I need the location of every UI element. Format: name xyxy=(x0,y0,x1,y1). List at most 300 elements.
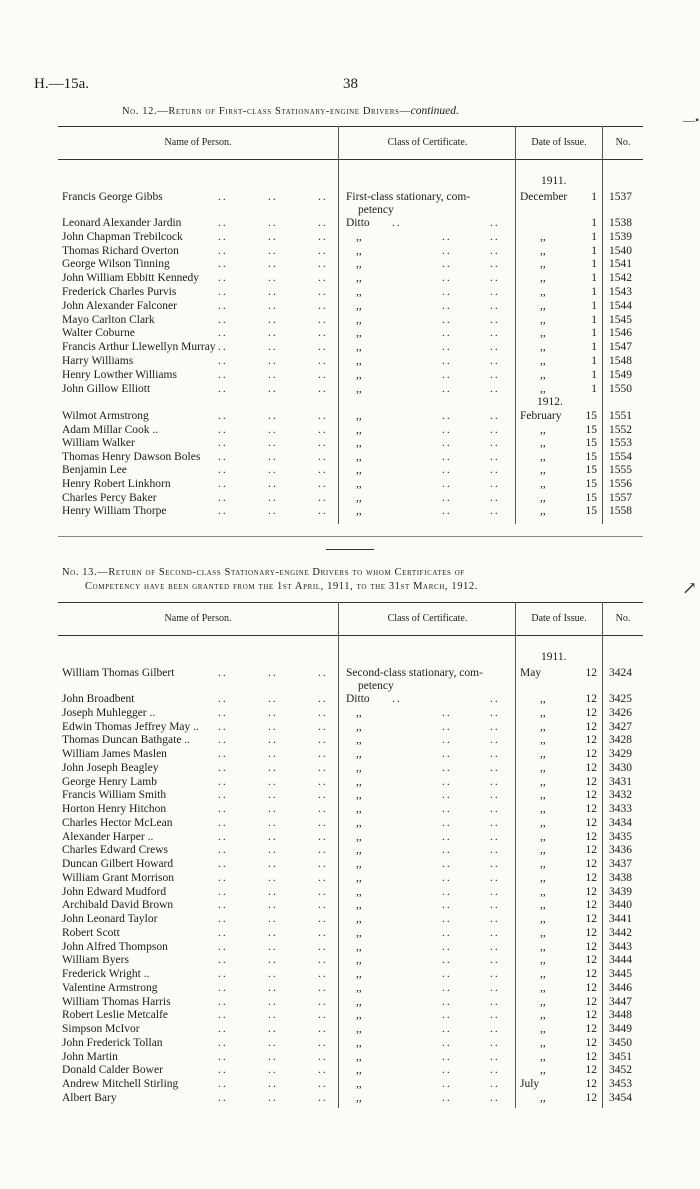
certificate-number: 3443 xyxy=(609,940,632,953)
table-row xyxy=(0,216,700,230)
leader-dots: .. xyxy=(218,230,228,243)
certificate-number: 3436 xyxy=(609,844,632,857)
certificate-number: 3429 xyxy=(609,748,632,760)
certificate-class: ,, xyxy=(356,1036,362,1049)
leader-dots: .. xyxy=(490,244,500,257)
certificate-number: 3433 xyxy=(609,803,632,815)
table-row xyxy=(0,843,700,857)
leader-dots: .. xyxy=(490,368,500,381)
issue-month: ,, xyxy=(540,258,546,271)
leader-dots: .. xyxy=(218,830,228,843)
issue-day: 15 xyxy=(585,464,597,477)
leader-dots: .. xyxy=(318,789,328,802)
certificate-class: ,, xyxy=(356,1009,362,1022)
certificate-number: 1545 xyxy=(609,313,632,326)
issue-day: 12 xyxy=(585,899,597,912)
leader-dots: .. xyxy=(268,816,278,829)
leader-dots: .. xyxy=(442,410,452,422)
issue-day: 12 xyxy=(585,981,597,994)
certificate-number: 1557 xyxy=(609,491,632,504)
certificate-class: ,, xyxy=(356,423,362,436)
leader-dots: .. xyxy=(218,327,228,340)
leader-dots: .. xyxy=(442,230,452,243)
leader-dots: .. xyxy=(318,899,328,912)
leader-dots: .. xyxy=(318,830,328,843)
leader-dots: .. xyxy=(442,491,452,504)
certificate-number: 3450 xyxy=(609,1036,632,1049)
issue-day: 15 xyxy=(585,437,597,450)
issue-day: 12 xyxy=(585,995,597,1008)
page-code: H.—15a. xyxy=(34,76,89,92)
issue-day: 12 xyxy=(585,748,597,760)
table13-col-name: Name of Person. xyxy=(164,613,232,624)
certificate-number: 3447 xyxy=(609,995,632,1008)
table-row xyxy=(0,1091,700,1105)
issue-month: ,, xyxy=(540,693,546,705)
issue-day: 12 xyxy=(585,968,597,980)
leader-dots: .. xyxy=(268,368,278,381)
leader-dots: .. xyxy=(318,995,328,1008)
leader-dots: .. xyxy=(318,748,328,760)
table-row xyxy=(0,436,700,450)
issue-day: 12 xyxy=(585,871,597,884)
leader-dots: .. xyxy=(268,313,278,326)
leader-dots: .. xyxy=(318,968,328,980)
table-row xyxy=(0,190,700,204)
leader-dots: .. xyxy=(268,1078,278,1090)
certificate-class: ,, xyxy=(356,272,362,285)
issue-day: 1 xyxy=(591,327,597,340)
certificate-class: ,, xyxy=(356,954,362,967)
person-name: John Chapman Trebilcock xyxy=(62,230,183,243)
issue-month: ,, xyxy=(540,1023,546,1035)
leader-dots: .. xyxy=(268,803,278,815)
issue-day: 15 xyxy=(585,423,597,436)
table12-header-rule xyxy=(58,159,643,160)
issue-day: 12 xyxy=(585,816,597,829)
issue-month: ,, xyxy=(540,368,546,381)
table12-col-name: Name of Person. xyxy=(164,137,232,148)
leader-dots: .. xyxy=(218,968,228,980)
table13-top-rule xyxy=(58,602,643,603)
issue-month: ,, xyxy=(540,871,546,884)
person-name: Charles Edward Crews xyxy=(62,844,169,857)
issue-day: 12 xyxy=(585,1050,597,1063)
leader-dots: .. xyxy=(218,355,228,367)
leader-dots: .. xyxy=(218,816,228,829)
leader-dots: .. xyxy=(442,899,452,912)
leader-dots: .. xyxy=(490,423,500,436)
leader-dots: .. xyxy=(490,464,500,477)
table-row xyxy=(0,326,700,340)
table-row xyxy=(0,995,700,1009)
leader-dots: .. xyxy=(442,830,452,843)
table-row xyxy=(0,463,700,477)
leader-dots: .. xyxy=(218,410,228,422)
leader-dots: .. xyxy=(268,272,278,285)
leader-dots: .. xyxy=(318,981,328,994)
leader-dots: .. xyxy=(218,981,228,994)
certificate-class: Ditto xyxy=(346,217,370,229)
leader-dots: .. xyxy=(318,1091,328,1104)
certificate-class: ,, xyxy=(356,940,362,953)
leader-dots: .. xyxy=(218,1009,228,1022)
issue-month: ,, xyxy=(540,926,546,939)
leader-dots: .. xyxy=(442,272,452,285)
leader-dots: .. xyxy=(442,940,452,953)
leader-dots: .. xyxy=(268,775,278,788)
page-number: 38 xyxy=(343,76,358,92)
issue-month: ,, xyxy=(540,1036,546,1049)
certificate-number: 3427 xyxy=(609,720,632,733)
leader-dots: .. xyxy=(218,450,228,463)
issue-day: 1 xyxy=(591,382,597,395)
leader-dots: .. xyxy=(218,478,228,490)
issue-day: 12 xyxy=(585,693,597,705)
certificate-class: ,, xyxy=(356,299,362,312)
certificate-number: 1540 xyxy=(609,244,632,257)
person-name: John Frederick Tollan xyxy=(62,1036,163,1049)
certificate-class: ,, xyxy=(356,734,362,747)
issue-month: ,, xyxy=(540,327,546,340)
certificate-class: ,, xyxy=(356,327,362,340)
table-row xyxy=(0,382,700,396)
leader-dots: .. xyxy=(490,748,500,760)
leader-dots: .. xyxy=(490,410,500,422)
leader-dots: .. xyxy=(318,1050,328,1063)
leader-dots: .. xyxy=(318,327,328,340)
leader-dots: .. xyxy=(218,954,228,967)
leader-dots: .. xyxy=(318,1064,328,1077)
issue-day: 1 xyxy=(591,230,597,243)
certificate-number: 1548 xyxy=(609,355,632,367)
leader-dots: .. xyxy=(268,748,278,760)
certificate-number: 1554 xyxy=(609,450,632,463)
person-name: Thomas Duncan Bathgate .. xyxy=(62,734,191,747)
issue-day: 12 xyxy=(585,940,597,953)
leader-dots: .. xyxy=(442,382,452,395)
person-name: William Grant Morrison xyxy=(62,871,174,884)
issue-day: 1 xyxy=(591,341,597,354)
leader-dots: .. xyxy=(318,706,328,719)
person-name: Benjamin Lee xyxy=(62,464,127,477)
person-name: John Alexander Falconer xyxy=(62,299,177,312)
leader-dots: .. xyxy=(218,191,228,203)
issue-day: 15 xyxy=(585,478,597,490)
leader-dots: .. xyxy=(318,491,328,504)
table-row xyxy=(0,244,700,258)
certificate-class: ,, xyxy=(356,437,362,450)
leader-dots: .. xyxy=(490,775,500,788)
leader-dots: .. xyxy=(318,450,328,463)
table-row xyxy=(0,940,700,954)
leader-dots: .. xyxy=(268,1064,278,1077)
issue-month: ,, xyxy=(540,464,546,477)
certificate-number: 3428 xyxy=(609,734,632,747)
certificate-class: ,, xyxy=(356,1023,362,1035)
table13-header-rule xyxy=(58,635,643,636)
issue-month: ,, xyxy=(540,858,546,870)
issue-month: ,, xyxy=(540,437,546,450)
certificate-number: 3445 xyxy=(609,968,632,980)
certificate-number: 3439 xyxy=(609,885,632,898)
leader-dots: .. xyxy=(442,327,452,340)
certificate-number: 1543 xyxy=(609,286,632,298)
leader-dots: .. xyxy=(268,720,278,733)
leader-dots: .. xyxy=(442,871,452,884)
person-name: Simpson McIvor xyxy=(62,1023,140,1035)
issue-month: ,, xyxy=(540,913,546,925)
leader-dots: .. xyxy=(442,913,452,925)
certificate-class: ,, xyxy=(356,478,362,490)
leader-dots: .. xyxy=(268,327,278,340)
leader-dots: .. xyxy=(490,693,500,705)
person-name: Francis George Gibbs xyxy=(62,191,163,203)
certificate-number: 3430 xyxy=(609,761,632,774)
leader-dots: .. xyxy=(318,1036,328,1049)
issue-day: 12 xyxy=(585,803,597,815)
leader-dots: .. xyxy=(218,1036,228,1049)
leader-dots: .. xyxy=(442,1050,452,1063)
certificate-class: ,, xyxy=(356,450,362,463)
certificate-number: 1539 xyxy=(609,230,632,243)
certificate-number: 1552 xyxy=(609,423,632,436)
issue-month: ,, xyxy=(540,478,546,490)
certificate-number: 1551 xyxy=(609,410,632,422)
leader-dots: .. xyxy=(490,954,500,967)
leader-dots: .. xyxy=(442,981,452,994)
person-name: Albert Bary xyxy=(62,1091,117,1104)
certificate-number: 1556 xyxy=(609,478,632,490)
leader-dots: .. xyxy=(268,968,278,980)
issue-day: 12 xyxy=(585,830,597,843)
leader-dots: .. xyxy=(218,885,228,898)
person-name: William Thomas Gilbert xyxy=(62,667,175,679)
leader-dots: .. xyxy=(442,299,452,312)
table-row xyxy=(0,230,700,244)
certificate-number: 1553 xyxy=(609,437,632,450)
leader-dots: .. xyxy=(218,423,228,436)
issue-day: 12 xyxy=(585,913,597,925)
issue-month: ,, xyxy=(540,844,546,857)
leader-dots: .. xyxy=(268,437,278,450)
leader-dots: .. xyxy=(490,899,500,912)
table-row xyxy=(0,1022,700,1036)
leader-dots: .. xyxy=(218,258,228,271)
person-name: Archibald David Brown xyxy=(62,899,174,912)
table-row xyxy=(0,299,700,313)
person-name: Donald Calder Bower xyxy=(62,1064,163,1077)
person-name: William Byers xyxy=(62,954,129,967)
table-row xyxy=(0,423,700,437)
leader-dots: .. xyxy=(268,885,278,898)
issue-month: ,, xyxy=(540,761,546,774)
leader-dots: .. xyxy=(318,761,328,774)
leader-dots: .. xyxy=(442,720,452,733)
leader-dots: .. xyxy=(490,706,500,719)
table-row xyxy=(0,285,700,299)
issue-day: 1 xyxy=(591,286,597,298)
certificate-number: 3452 xyxy=(609,1064,632,1077)
leader-dots: .. xyxy=(442,858,452,870)
certificate-number: 3453 xyxy=(609,1078,632,1090)
person-name: Mayo Carlton Clark xyxy=(62,313,155,326)
issue-day: 12 xyxy=(585,926,597,939)
leader-dots: .. xyxy=(442,355,452,367)
leader-dots: .. xyxy=(490,981,500,994)
table-row xyxy=(0,271,700,285)
leader-dots: .. xyxy=(268,830,278,843)
issue-month: ,, xyxy=(540,830,546,843)
leader-dots: .. xyxy=(490,1078,500,1090)
issue-month: ,, xyxy=(540,995,546,1008)
certificate-class: ,, xyxy=(356,491,362,504)
certificate-number: 3441 xyxy=(609,913,632,925)
person-name: John Edward Mudford xyxy=(62,885,167,898)
table-row xyxy=(0,802,700,816)
certificate-class: ,, xyxy=(356,368,362,381)
certificate-class: ,, xyxy=(356,382,362,395)
certificate-number: 1541 xyxy=(609,258,632,271)
leader-dots: .. xyxy=(218,505,228,518)
issue-month: ,, xyxy=(540,450,546,463)
leader-dots: .. xyxy=(218,748,228,760)
issue-day: 12 xyxy=(585,667,597,679)
issue-month: ,, xyxy=(540,491,546,504)
leader-dots: .. xyxy=(490,720,500,733)
table-row xyxy=(0,409,700,423)
leader-dots: .. xyxy=(490,1050,500,1063)
issue-month: ,, xyxy=(540,706,546,719)
leader-dots: .. xyxy=(218,858,228,870)
table-row xyxy=(0,340,700,354)
certificate-number: 3446 xyxy=(609,981,632,994)
issue-day: 1 xyxy=(591,272,597,285)
leader-dots: .. xyxy=(318,341,328,354)
leader-dots: .. xyxy=(268,450,278,463)
leader-dots: .. xyxy=(218,299,228,312)
certificate-class: ,, xyxy=(356,830,362,843)
issue-day: 12 xyxy=(585,954,597,967)
table-row xyxy=(0,1050,700,1064)
leader-dots: .. xyxy=(268,1036,278,1049)
certificate-class: ,, xyxy=(356,871,362,884)
leader-dots: .. xyxy=(318,775,328,788)
table12-col-class: Class of Certificate. xyxy=(387,137,468,148)
table-row xyxy=(0,981,700,995)
certificate-class-continued: petency xyxy=(358,680,394,692)
leader-dots: .. xyxy=(442,816,452,829)
issue-day: 1 xyxy=(591,258,597,271)
table12-year-1912: 1912. xyxy=(537,396,563,408)
leader-dots: .. xyxy=(318,217,328,229)
leader-dots: .. xyxy=(268,995,278,1008)
leader-dots: .. xyxy=(442,789,452,802)
issue-month: ,, xyxy=(540,954,546,967)
leader-dots: .. xyxy=(442,748,452,760)
leader-dots: .. xyxy=(318,871,328,884)
certificate-number: 3434 xyxy=(609,816,632,829)
leader-dots: .. xyxy=(268,693,278,705)
leader-dots: .. xyxy=(442,885,452,898)
leader-dots: .. xyxy=(490,217,500,229)
leader-dots: .. xyxy=(218,368,228,381)
leader-dots: .. xyxy=(218,734,228,747)
person-name: Alexander Harper .. xyxy=(62,830,154,843)
issue-day: 12 xyxy=(585,775,597,788)
leader-dots: .. xyxy=(218,871,228,884)
certificate-class: ,, xyxy=(356,258,362,271)
leader-dots: .. xyxy=(490,478,500,490)
table12-title-continued: continued. xyxy=(410,105,459,117)
leader-dots: .. xyxy=(268,1091,278,1104)
table-row xyxy=(0,733,700,747)
leader-dots: .. xyxy=(218,693,228,705)
issue-month: ,, xyxy=(540,981,546,994)
table-row xyxy=(0,967,700,981)
certificate-number: 1547 xyxy=(609,341,632,354)
leader-dots: .. xyxy=(218,244,228,257)
leader-dots: .. xyxy=(318,505,328,518)
certificate-class: ,, xyxy=(356,1078,362,1090)
certificate-number: 3438 xyxy=(609,871,632,884)
leader-dots: .. xyxy=(442,803,452,815)
leader-dots: .. xyxy=(268,734,278,747)
person-name: William Thomas Harris xyxy=(62,995,171,1008)
certificate-class: ,, xyxy=(356,899,362,912)
certificate-number: 3431 xyxy=(609,775,632,788)
certificate-number: 3435 xyxy=(609,830,632,843)
certificate-class: ,, xyxy=(356,844,362,857)
certificate-number: 1555 xyxy=(609,464,632,477)
leader-dots: .. xyxy=(268,217,278,229)
certificate-class: ,, xyxy=(356,410,362,422)
leader-dots: .. xyxy=(218,1023,228,1035)
leader-dots: .. xyxy=(490,995,500,1008)
certificate-class: ,, xyxy=(356,230,362,243)
issue-day: 1 xyxy=(591,299,597,312)
certificate-number: 1537 xyxy=(609,191,632,203)
table-row xyxy=(0,1063,700,1077)
table12-col-no: No. xyxy=(615,137,631,148)
leader-dots: .. xyxy=(318,382,328,395)
leader-dots: .. xyxy=(442,341,452,354)
person-name: Francis Arthur Llewellyn Murray xyxy=(62,341,216,354)
leader-dots: .. xyxy=(218,761,228,774)
table-row xyxy=(0,926,700,940)
leader-dots: .. xyxy=(490,816,500,829)
table13-title-line1: No. 13.—Return of Second-class Stationary-engine Drivers to whom Certificates of xyxy=(62,567,465,578)
issue-month: ,, xyxy=(540,299,546,312)
issue-month: December xyxy=(520,191,568,203)
leader-dots: .. xyxy=(490,913,500,925)
person-name: Thomas Henry Dawson Boles xyxy=(62,450,201,463)
certificate-class: ,, xyxy=(356,816,362,829)
leader-dots: .. xyxy=(318,954,328,967)
table-row xyxy=(0,368,700,382)
leader-dots: .. xyxy=(268,244,278,257)
leader-dots: .. xyxy=(218,844,228,857)
leader-dots: .. xyxy=(442,244,452,257)
leader-dots: .. xyxy=(218,382,228,395)
issue-month: ,, xyxy=(540,313,546,326)
leader-dots: .. xyxy=(490,327,500,340)
leader-dots: .. xyxy=(218,1050,228,1063)
leader-dots: .. xyxy=(318,355,328,367)
leader-dots: .. xyxy=(318,299,328,312)
leader-dots: .. xyxy=(268,491,278,504)
leader-dots: .. xyxy=(490,258,500,271)
